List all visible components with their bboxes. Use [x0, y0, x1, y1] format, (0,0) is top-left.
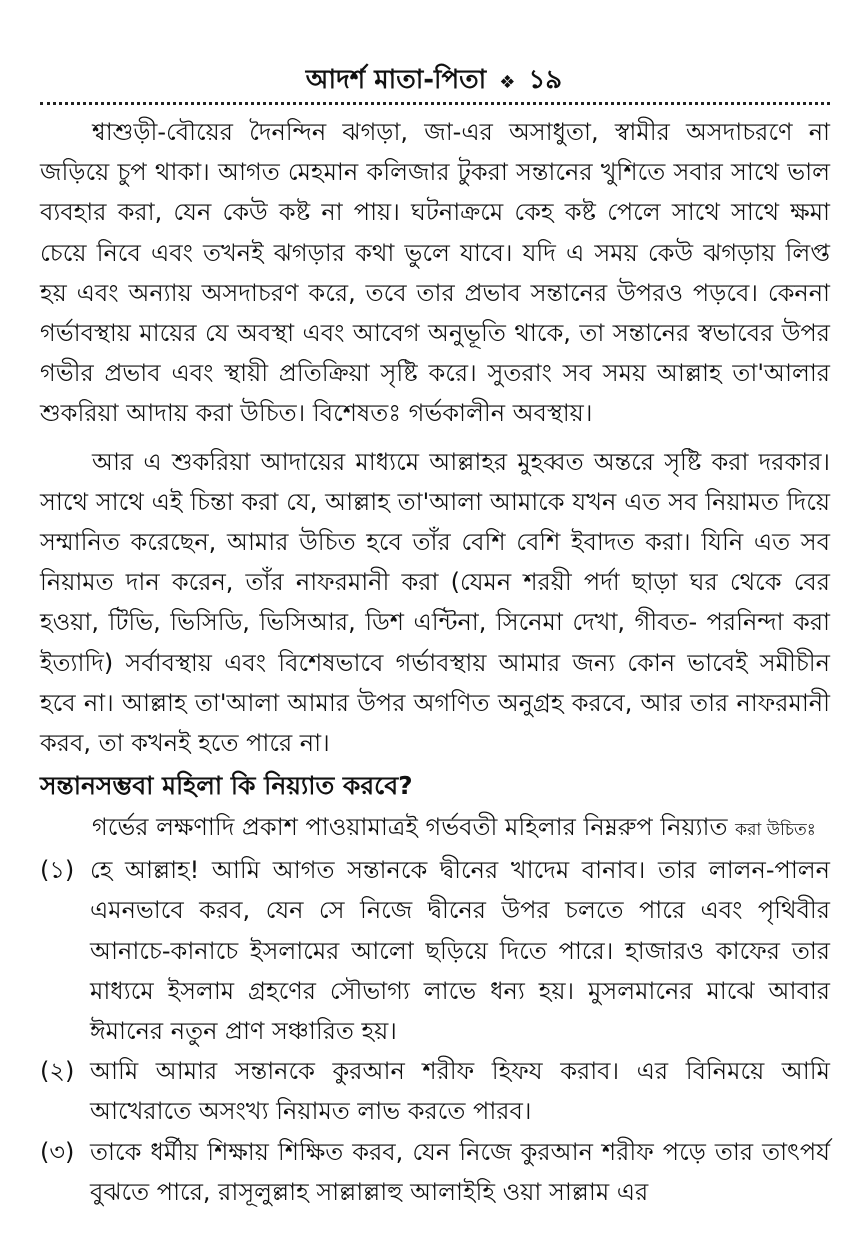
list-item-text: আমি আমার সন্তানকে কুরআন শরীফ হিফয করাব। এর বিনিময়ে আমি আখেরাতে অসংখ্য নিয়ামত লাভ করতে পারব।	[90, 1057, 830, 1126]
ornament-separator: ❖	[499, 72, 516, 93]
list-item-text: হে আল্লাহ! আমি আগত সন্তানকে দ্বীনের খাদেম বানাব। তার লালন-পালন এমনভাবে করব, যেন সে নিজে দ্বীনের উপর চলতে পারে এবং পৃথিবীর আনাচে-কানাচে ইসলামের আলো ছড়িয়ে দিতে পারে। হাজারও কাফের তার মাধ্যমে ইসলাম গ্রহণের সৌভাগ্য লাভে ধন্য হয়। মুসলমানের মাঝে আবার ঈমানের নতুন প্রাণ সঞ্চারিত হয়।	[90, 856, 830, 1046]
section-intro-text: গর্ভের লক্ষণাদি প্রকাশ পাওয়ামাত্রই গর্ভবতী মহিলার নিম্নরুপ নিয়্যাত	[92, 813, 728, 842]
section-intro-tail: করা উচিতঃ	[735, 820, 816, 841]
list-item-text: তাকে ধর্মীয় শিক্ষায় শিক্ষিত করব, যেন নিজে কুরআন শরীফ পড়ে তার তাৎপর্য বুঝতে পারে, রাসূলুল্লাহ সাল্লাল্লাহু আলাইহি ওয়া সাল্লাম এর	[90, 1137, 830, 1206]
list-item-1	[40, 850, 830, 1051]
section-intro	[40, 807, 830, 850]
running-header	[0, 60, 868, 103]
body-paragraph-1: শ্বাশুড়ী-বৌয়ের দৈনন্দিন ঝগড়া, জা-এর অসাধুতা, স্বামীর অসদাচরণে না জড়িয়ে চুপ থাকা। আগত মেহমান কলিজার টুকরা সন্তানের খুশিতে সবার সাথে ভাল ব্যবহার করা, যেন কেউ কষ্ট না পায়। ঘটনাক্রমে কেহ কষ্ট পেলে সাথে সাথে ক্ষমা চেয়ে নিবে এবং তখনই ঝগড়ার কথা ভুলে যাবে। যদি এ সময় কেউ ঝগড়ায় লিপ্ত হয় এবং অন্যায় অসদাচরণ করে, তবে তার প্রভাব সন্তানের উপরও পড়বে। কেননা গর্ভাবস্থায় মায়ের যে অবস্থা এবং আবেগ অনুভূতি থাকে, তা সন্তানের স্বভাবের উপর গভীর প্রভাব এবং স্থায়ী প্রতিক্রিয়া সৃষ্টি করে। সুতরাং সব সময় আল্লাহ তা'আলার শুকরিয়া আদায় করা উচিত। বিশেষতঃ গর্ভকালীন অবস্থায়।	[40, 118, 830, 428]
list-item-2	[40, 1051, 830, 1131]
list-item-number: (৩)	[40, 1137, 75, 1166]
list-item-number: (২)	[40, 1057, 75, 1086]
list-item-3	[40, 1132, 830, 1212]
page-number: ১৯	[528, 65, 563, 95]
body-paragraph-2: আর এ শুকরিয়া আদায়ের মাধ্যমে আল্লাহর মুহব্বত অন্তরে সৃষ্টি করা দরকার। সাথে সাথে এই চিন্তা করা যে, আল্লাহ তা'আলা আমাকে যখন এত সব নিয়ামত দিয়ে সম্মানিত করেছেন, আমার উচিত হবে তাঁর বেশি বেশি ইবাদত করা। যিনি এত সব নিয়ামত দান করেন, তাঁর নাফরমানী করা (যেমন শরয়ী পর্দা ছাড়া ঘর থেকে বের হওয়া, টিভি, ভিসিডি, ভিসিআর, ডিশ এন্টিনা, সিনেমা দেখা, গীবত- পরনিন্দা করা ইত্যাদি) সর্বাবস্থায় এবং বিশেষভাবে গর্ভাবস্থায় আমার জন্য কোন ভাবেই সমীচীন হবে না। আল্লাহ তা'আলা আমার উপর অগণিত অনুগ্রহ করবে, আর তার নাফরমানী করব, তা কখনই হতে পারে না।	[40, 447, 830, 758]
book-title: আদর্শ মাতা-পিতা	[305, 65, 487, 95]
list-item-number: (১)	[40, 856, 75, 885]
section-heading: সন্তানসম্ভবা মহিলা কি নিয়্যাত করবে?	[40, 771, 413, 801]
page-body	[40, 112, 830, 1212]
dotted-header-rule	[40, 102, 830, 105]
